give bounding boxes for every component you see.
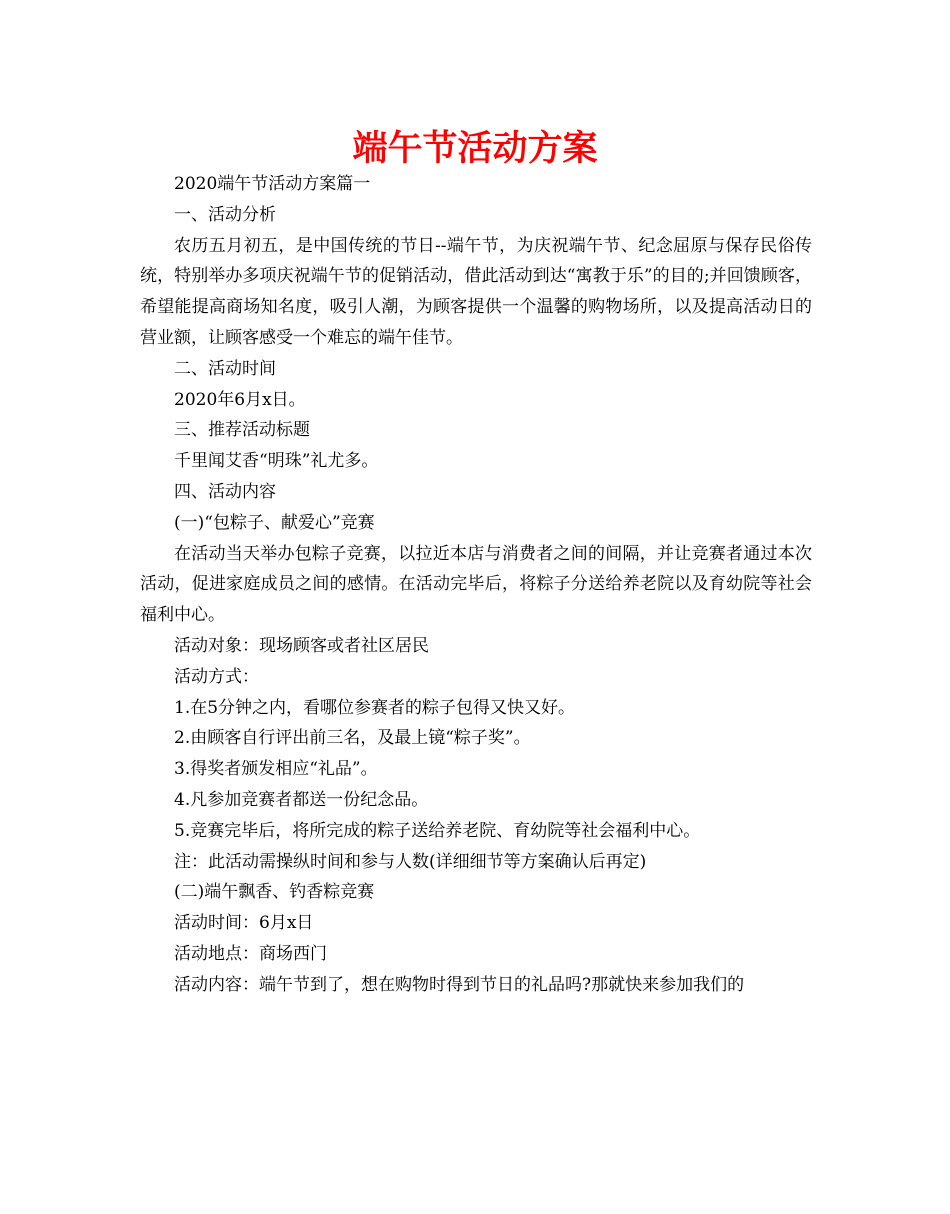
paragraph-participants: 活动对象：现场顾客或者社区居民 [174, 635, 429, 656]
document-body [140, 169, 812, 1001]
paragraph-analysis: 农历五月初五，是中国传统的节日--端午节，为庆祝端午节、纪念屈原与保存民俗传统，特别举办多项庆祝端午节的促销活动，借此活动到达“寓教于乐”的目的;并回馈顾客，希望能提高商场知名度，吸引人潮，为顾客提供一个温馨的购物场所，以及提高活动日的营业额，让顾客感受一个难忘的端午佳节。 [140, 235, 812, 348]
paragraph-method-label: 活动方式： [174, 666, 259, 687]
paragraph-time: 2020年6月x日。 [174, 389, 306, 410]
list-item: 2.由顾客自行评出前三名，及最上镜“粽子奖”。 [174, 728, 531, 749]
subsection-heading-fishing-contest: (二)端午飘香、钓香粽竞赛 [174, 882, 375, 903]
section-heading-slogan: 三、推荐活动标题 [174, 420, 310, 441]
paragraph-event-time: 活动时间：6月x日 [174, 913, 314, 934]
paragraph-heading-part-one: 2020端午节活动方案篇一 [174, 174, 371, 194]
paragraph-event-location: 活动地点：商场西门 [174, 943, 327, 964]
section-heading-content: 四、活动内容 [174, 481, 276, 502]
list-item: 3.得奖者颁发相应“礼品”。 [174, 759, 378, 780]
list-item: 4.凡参加竞赛者都送一份纪念品。 [174, 789, 429, 810]
section-heading-time: 二、活动时间 [174, 358, 276, 379]
paragraph-zongzi-contest: 在活动当天举办包粽子竞赛，以拉近本店与消费者之间的间隔，并让竞赛者通过本次活动，促进家庭成员之间的感情。在活动完毕后，将粽子分送给养老院以及育幼院等社会福利中心。 [140, 543, 812, 626]
document-title: 端午节活动方案 [352, 129, 598, 169]
list-item: 1.在5分钟之内，看哪位参赛者的粽子包得又快又好。 [174, 697, 576, 718]
list-item: 5.竞赛完毕后，将所完成的粽子送给养老院、育幼院等社会福利中心。 [174, 820, 701, 841]
subsection-heading-zongzi-contest: (一)“包粽子、献爱心”竞赛 [174, 512, 375, 533]
paragraph-slogan: 千里闻艾香“明珠”礼尤多。 [174, 451, 379, 472]
paragraph-note: 注：此活动需操纵时间和参与人数(详细细节等方案确认后再定) [174, 851, 647, 872]
paragraph-event-content: 活动内容：端午节到了，想在购物时得到节日的礼品吗?那就快来参加我们的 [174, 974, 745, 995]
section-heading-analysis: 一、活动分析 [174, 204, 276, 225]
